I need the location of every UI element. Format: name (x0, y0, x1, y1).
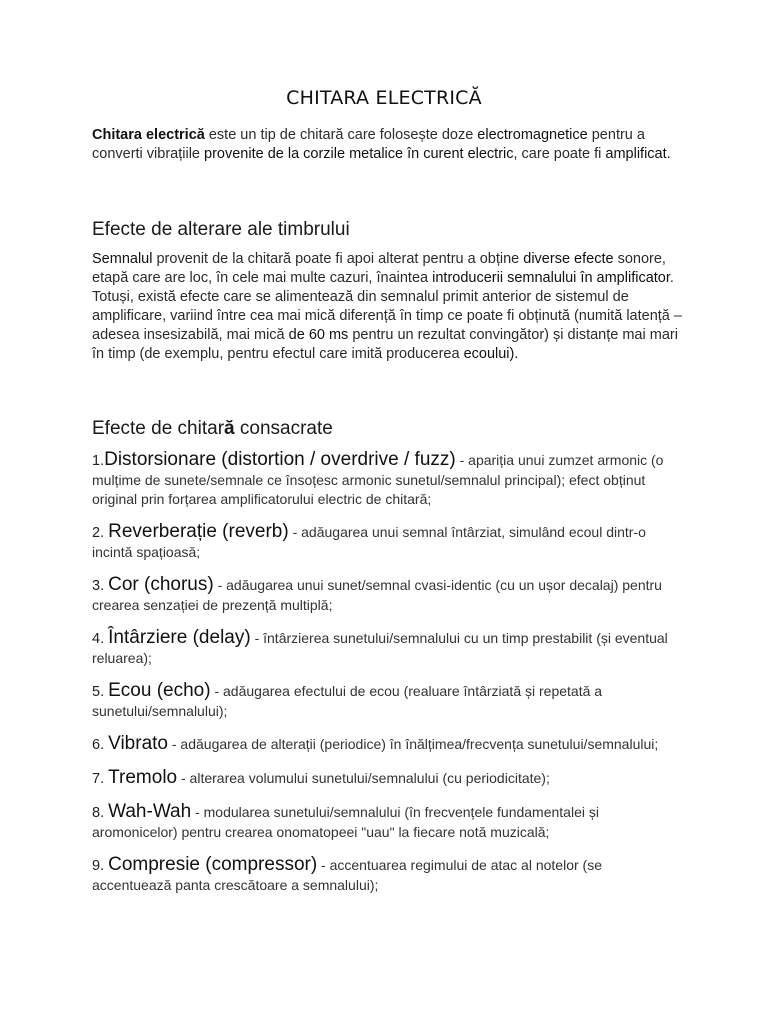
item-description: - adăugarea unui sunet/semnal cvasi-identic (cu un ușor decalaj) pentru crearea senzației de prezență multiplă; (92, 577, 662, 613)
list-item (92, 450, 682, 509)
item-term: Cor (chorus) (108, 574, 214, 595)
list-item (92, 734, 682, 755)
item-term: Compresie (compressor) (108, 854, 318, 875)
intro-text-corzi: provenite de la corzile metalice în curent electric (204, 146, 514, 162)
item-term: Distorsionare (distortion / overdrive / fuzz) (104, 449, 456, 470)
intro-text: este un tip de chitară care folosește doze (204, 127, 478, 143)
item-number: 6. (92, 737, 109, 753)
intro-paragraph (92, 126, 692, 164)
para-text: . Totuși, există efecte care se alimentează din semnalul primit anterior de sistemul de amplificare, variind între cea mai mică diferență în timp ce poate fi obținută (numită latență – adesea insesizabilă, mai mică (92, 270, 682, 343)
effects-list (92, 450, 682, 908)
section-heading-alterare: Efecte de alterare ale timbrului (92, 219, 350, 240)
page-title: CHITARA ELECTRICĂ (286, 87, 482, 109)
item-description: - adăugarea de alterații (periodice) în înălțimea/frecvența sunetului/semnalului; (167, 736, 659, 752)
item-description: - modularea sunetului/semnalului (în frecvențele fundamentalei și aromonicelor) pentru crearea onomatopeei "uau" la fiecare notă muzicală; (92, 804, 599, 840)
item-term: Wah-Wah (108, 801, 192, 822)
item-description: - alterarea volumului sunetului/semnalului (cu periodicitate); (177, 770, 550, 786)
item-number: 4. (92, 631, 109, 647)
intro-link-electromagnetice: electromagnetice (477, 127, 588, 143)
section-paragraph-alterare (92, 250, 682, 364)
intro-text: pentru a converti vibrațiile (92, 127, 645, 162)
para-text: diverse efecte (523, 251, 614, 267)
para-text: de 60 ms (288, 327, 349, 343)
list-item (92, 522, 682, 562)
item-number: 9. (92, 858, 109, 874)
item-number: 1. (92, 453, 105, 469)
intro-bold-term: Chitara electrică (92, 127, 205, 143)
para-text: pentru un rezultat convingător) și distanțe mai mari în timp (de exemplu, pentru efectul care imită producerea (92, 327, 678, 362)
list-item (92, 855, 682, 895)
list-item (92, 802, 682, 842)
para-text: Semnalul (92, 251, 153, 267)
item-number: 5. (92, 684, 109, 700)
heading-part: Efecte de chitar (92, 418, 225, 439)
item-description: - accentuarea regimului de atac al notelor (se accentuează panta crescătoare a semnalului); (92, 857, 602, 893)
para-text: ecoului). (463, 346, 519, 362)
list-item (92, 575, 682, 615)
item-term: Tremolo (108, 767, 178, 788)
item-description: - adăugarea unui semnal întârziat, simulând ecoul dintr-o incintă spațioasă; (92, 524, 646, 560)
section-heading-consacrate (92, 418, 333, 440)
item-term: Reverberație (reverb) (108, 521, 289, 542)
heading-part: ă (224, 418, 235, 439)
item-number: 7. (92, 771, 109, 787)
item-term: Vibrato (108, 733, 168, 754)
list-item (92, 681, 682, 721)
item-number: 8. (92, 805, 109, 821)
heading-part: consacrate (234, 418, 333, 439)
item-number: 3. (92, 578, 109, 594)
para-text: sonore, etapă care are loc, în cele mai multe cazuri, înaintea (92, 251, 666, 286)
item-term: Întârziere (delay) (108, 627, 251, 648)
item-description: - apariția unui zumzet armonic (o mulțime de sunete/semnale ce însoțesc armonic sunetul/semnalul principal); efect obținut original prin forțarea amplificatorului electric de chitară; (92, 452, 664, 507)
para-text: introducerii semnalului în amplificator (432, 270, 670, 286)
list-item (92, 768, 682, 789)
intro-link-amplificat: amplificat. (605, 146, 671, 162)
item-number: 2. (92, 525, 109, 541)
item-description: - întârzierea sunetului/semnalului cu un timp prestabilit (și eventual reluarea); (92, 630, 668, 666)
item-term: Ecou (echo) (108, 680, 211, 701)
list-item (92, 628, 682, 668)
intro-text: , care poate fi (513, 146, 606, 162)
item-description: - adăugarea efectului de ecou (realuare întârziată și repetată a sunetului/semnalului); (92, 683, 603, 719)
para-text: provenit de la chitară poate fi apoi alterat pentru a obține (152, 251, 524, 267)
